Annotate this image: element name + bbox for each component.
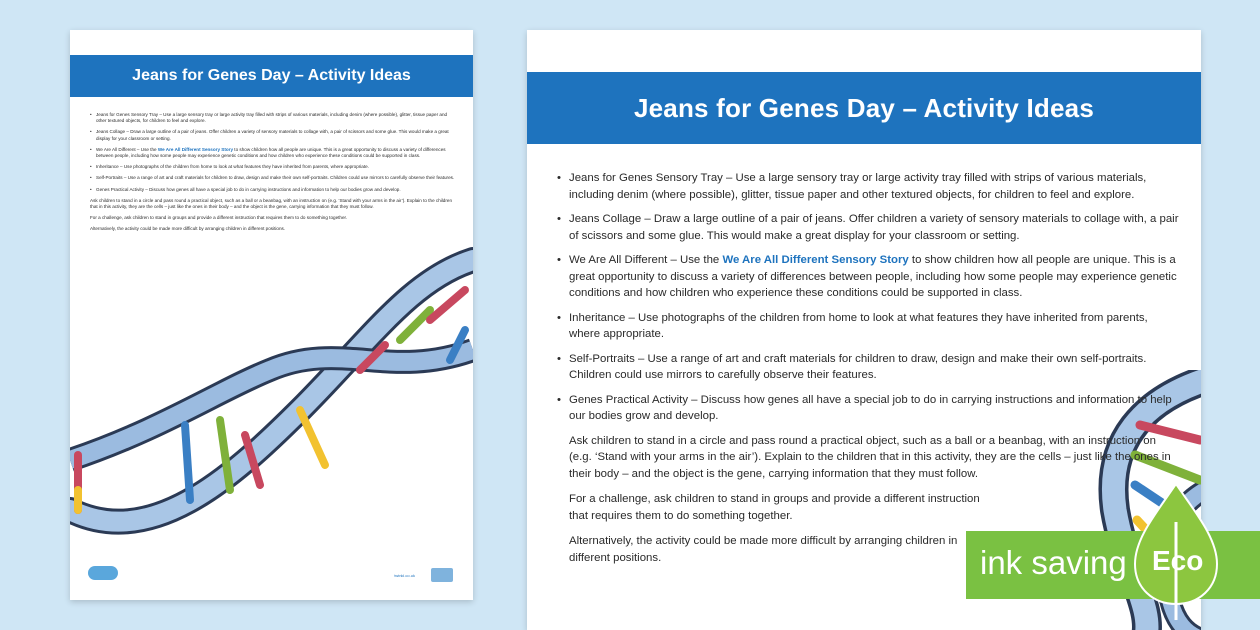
list-item: • Jeans Collage – Draw a large outline of a pair of jeans. Offer children a variety of sensory materials to collage with, a pair of scissors and some glue. This would make a great display for your classroom or setting. xyxy=(90,129,458,141)
list-item: • Jeans for Genes Sensory Tray – Use a large sensory tray or large activity tray filled with strips of various materials, including denim (where possible), glitter, tissue paper and other textured objects, for children to feel and explore. xyxy=(90,112,458,124)
list-item: • Self-Portraits – Use a range of art and craft materials for children to draw, design and make their own self-portraits. Children could use mirrors to carefully observe their features. xyxy=(555,351,1180,384)
ink-saving-label: ink saving xyxy=(980,544,1127,581)
dna-illustration xyxy=(70,220,473,565)
twinkl-logo xyxy=(88,566,118,580)
page-thumbnail-small[interactable] xyxy=(70,30,473,600)
paragraph: Ask children to stand in a circle and pass round a practical object, such as a ball or a beanbag, with an instruction on (e.g. ‘Stand with your arms in the air’). Explain to the children that in this activity, they are the cells – just like the ones in their body – and the object is the gene, carrying information that they must follow. xyxy=(90,197,452,210)
list-item: • Jeans Collage – Draw a large outline of a pair of jeans. Offer children a variety of sensory materials to collage with, a pair of scissors and some glue. This would make a great display for your classroom or setting. xyxy=(555,211,1180,244)
page-title-banner: Jeans for Genes Day – Activity Ideas xyxy=(70,55,473,97)
paragraph: Alternatively, the activity could be made more difficult by arranging children in different positions. xyxy=(90,226,286,232)
list-item: • Jeans for Genes Sensory Tray – Use a large sensory tray or large activity tray filled with strips of various materials, including denim (where possible), glitter, tissue paper and other textured objects, for children to feel and explore. xyxy=(555,170,1180,203)
sensory-story-link[interactable]: We Are All Different Sensory Story xyxy=(157,146,234,152)
list-item: • Self-Portraits – Use a range of art and craft materials for children to draw, design and make their own self-portraits. Children could use mirrors to carefully observe their features. xyxy=(90,175,458,181)
sensory-story-link[interactable]: We Are All Different Sensory Story xyxy=(722,254,909,266)
page-content-large xyxy=(555,170,1180,575)
list-item: • We Are All Different – Use the We Are All Different Sensory Story to show children how all people are unique. This is a great opportunity to discuss a variety of differences between people, including how some people may experience genetic conditions and how children who experience these conditions could be supported in class. xyxy=(90,147,458,159)
paragraph: Ask children to stand in a circle and pass round a practical object, such as a ball or a beanbag, with an instruction on (e.g. ‘Stand with your arms in the air’). Explain to the children that in this activity, they are the cells – just like the ones in their body – and the object is the gene, carrying information that they must follow. xyxy=(569,434,1171,480)
eco-label: Eco xyxy=(1152,545,1204,576)
list-item: • Genes Practical Activity – Discuss how genes all have a special job to do in carrying instructions and information to help our bodies grow and develop. xyxy=(90,187,458,193)
footer-badge-icon xyxy=(431,568,453,582)
paragraph: For a challenge, ask children to stand in groups and provide a different instruction that requires them to do something together. xyxy=(90,215,348,221)
list-item: • Inheritance – Use photographs of the children from home to look at what features they have inherited from parents, where appropriate. xyxy=(90,164,458,170)
paragraph: Alternatively, the activity could be made more difficult by arranging children in different positions. xyxy=(569,535,958,564)
list-item: • Genes Practical Activity – Discuss how genes all have a special job to do in carrying instructions and information to help our bodies grow and develop. xyxy=(555,392,1180,425)
list-item: • Inheritance – Use photographs of the children from home to look at what features they have inherited from parents, where appropriate. xyxy=(555,310,1180,343)
page-content-small xyxy=(90,112,458,238)
page-title-banner: Jeans for Genes Day – Activity Ideas xyxy=(527,72,1201,144)
footer-url: twinkl.co.uk xyxy=(394,573,415,578)
list-item: • We Are All Different – Use the We Are All Different Sensory Story to show children how all people are unique. This is a great opportunity to discuss a variety of differences between people, including how some people may experience genetic conditions and how children who experience these conditions could be supported in class. xyxy=(555,252,1180,302)
paragraph: For a challenge, ask children to stand in groups and provide a different instruction that requires them to do something together. xyxy=(569,493,980,522)
